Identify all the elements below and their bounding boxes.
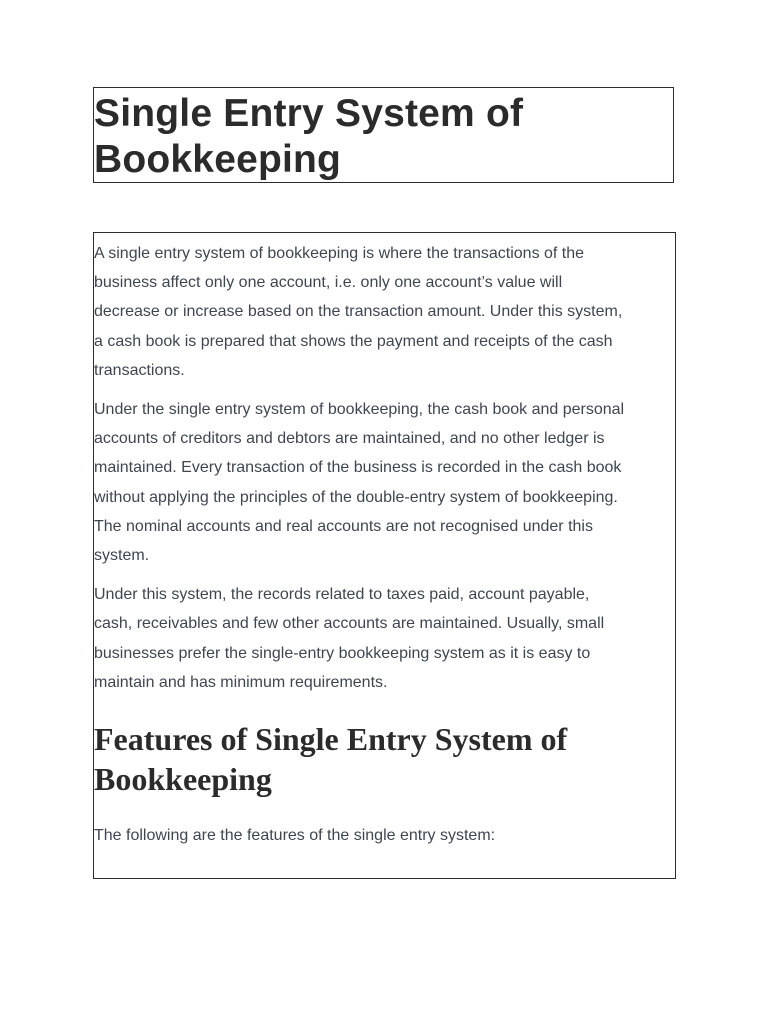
paragraph-definition: A single entry system of bookkeeping is where the transactions of the business affect only one account, i.e. only one account’s value will decrease or increase based on the transaction amount. Under this system, a cash book is prepared that shows the payment and receipts of the cash transactions. [94,245,623,379]
document-title: Single Entry System of Bookkeeping [94,92,524,181]
content-body [94,239,676,850]
paragraph-records: Under this system, the records related to taxes paid, account payable, cash, receivables and few other accounts are maintained. Usually, small businesses prefer the single-entry bookkeeping system as it is easy to maintain and has minimum requirements. [94,586,605,691]
section-heading-features: Features of Single Entry System of Bookkeeping [94,721,568,798]
features-intro: The following are the features of the single entry system: [94,827,496,845]
content-frame [93,232,676,879]
paragraph-cash-book: Under the single entry system of bookkeeping, the cash book and personal accounts of creditors and debtors are maintained, and no other ledger is maintained. Every transaction of the business is recorded in the cash book without applying the principles of the double-entry system of bookkeeping. The nominal accounts and real accounts are not recognised under this system. [94,401,625,565]
title-frame [93,87,674,183]
